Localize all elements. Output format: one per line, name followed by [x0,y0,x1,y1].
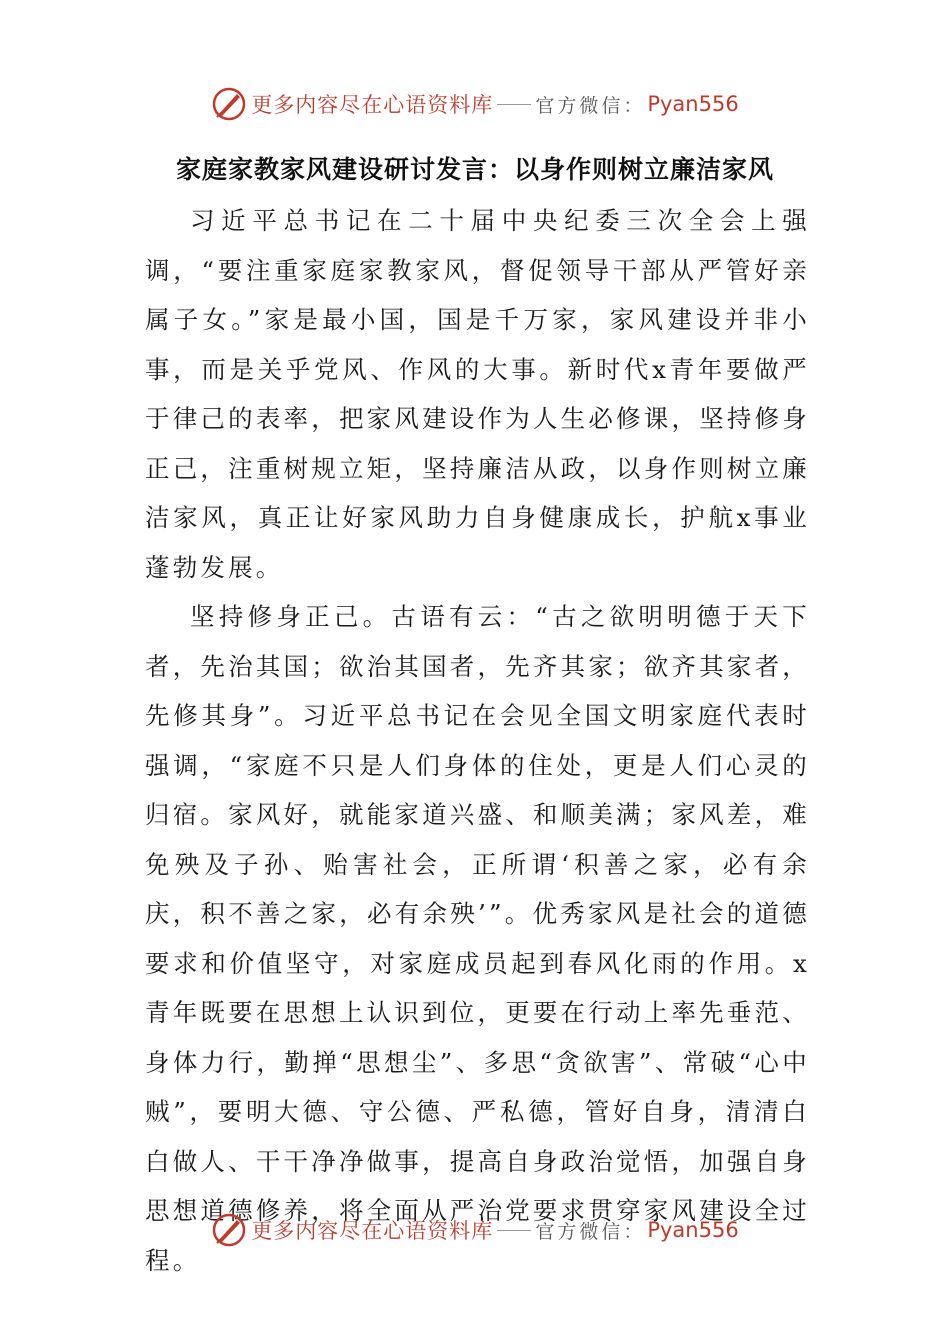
banner-main-text: 更多内容尽在心语资料库 [251,1219,494,1243]
quill-logo-icon [211,86,247,122]
header-banner [0,84,950,124]
banner-wechat-id: Pyan556 [647,92,739,116]
banner-divider [497,1230,531,1231]
banner-sub-text: 官方微信： [535,1220,646,1243]
banner-wechat-id: Pyan556 [647,1218,739,1242]
footer-banner [0,1210,950,1250]
document-title: 家庭家教家风建设研讨发言：以身作则树立廉洁家风 [175,155,774,184]
quill-logo-icon [211,1212,247,1248]
banner-divider [497,104,531,105]
document-body [145,196,810,1285]
paragraph-1: 习近平总书记在二十届中央纪委三次全会上强调，“要注重家庭家教家风，督促领导干部从严管好亲属子女。”家是最小国，国是千万家，家风建设并非小事，而是关乎党风、作风的大事。新时代x青年要做严于律己的表率，把家风建设作为人生必修课，坚持修身正己，注重树规立矩，坚持廉洁从政，以身作则树立廉洁家风，真正让好家风助力自身健康成长，护航x事业蓬勃发展。 [145,206,810,582]
banner-sub-text: 官方微信： [535,94,646,117]
paragraph-2: 坚持修身正己。古语有云：“古之欲明明德于天下者，先治其国；欲治其国者，先齐其家；欲齐其家者，先修其身”。习近平总书记在会见全国文明家庭代表时强调，“家庭不只是人们身体的住处，更是人们心灵的归宿。家风好，就能家道兴盛、和顺美满；家风差，难免殃及子孙、贻害社会，正所谓‘积善之家，必有余庆，积不善之家，必有余殃’”。优秀家风是社会的道德要求和价值坚守，对家庭成员起到春风化雨的作用。x青年既要在思想上认识到位，更要在行动上率先垂范、身体力行，勤掸“思想尘”、多思“贪欲害”、常破“心中贼”，要明大德、守公德、严私德，管好自身，清清白白做人、干干净净做事，提高自身政治觉悟，加强自身思想道德修养，将全面从严治党要求贯穿家风建设全过程。 [145,602,810,1275]
banner-main-text: 更多内容尽在心语资料库 [251,93,494,117]
